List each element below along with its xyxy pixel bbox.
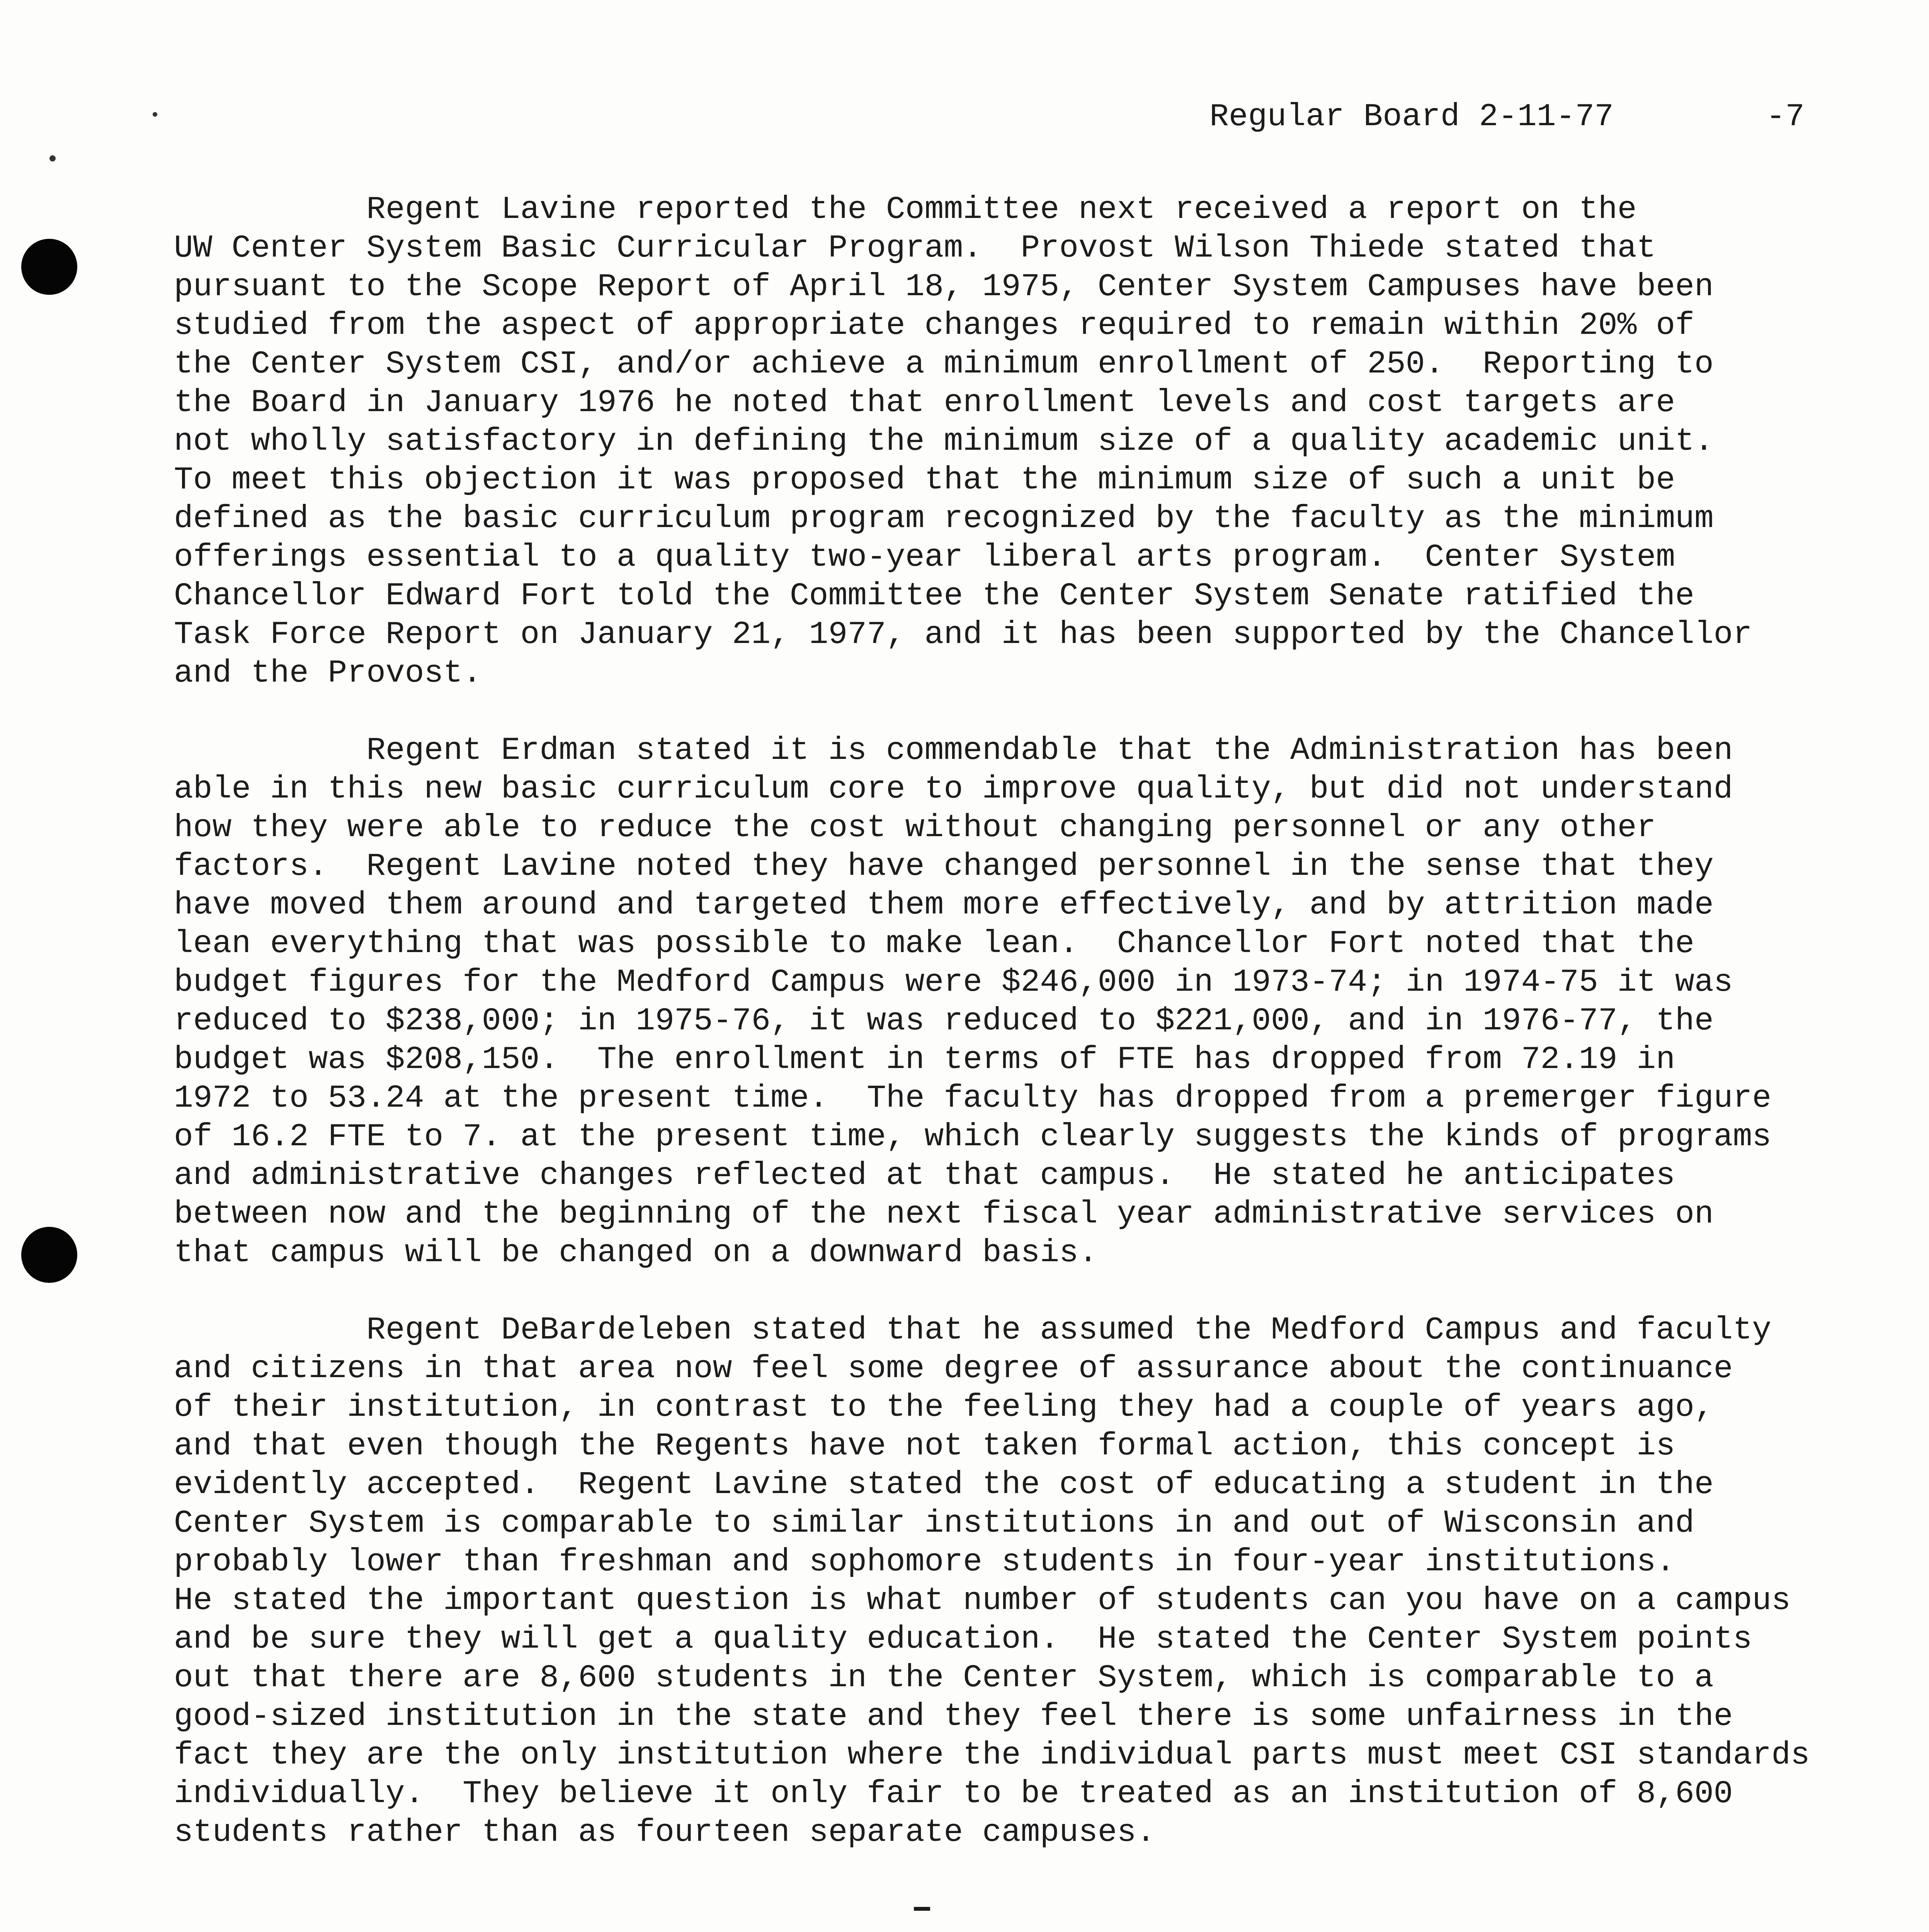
text-line: between now and the beginning of the next fiscal year administrative services on xyxy=(174,1196,1714,1232)
text-line: of 16.2 FTE to 7. at the present time, which clearly suggests the kinds of programs xyxy=(174,1119,1772,1155)
paragraph-erdman-remarks xyxy=(174,731,1843,1272)
text-line: able in this new basic curriculum core to improve quality, but did not understand xyxy=(174,771,1733,807)
text-line: and citizens in that area now feel some degree of assurance about the continuance xyxy=(174,1350,1733,1387)
text-line: and the Provost. xyxy=(174,655,482,691)
header-title: Regular Board 2-11-77 xyxy=(1209,99,1614,135)
scan-speck xyxy=(153,112,157,117)
section-divider xyxy=(914,1907,930,1911)
text-line: the Center System CSI, and/or achieve a minimum enrollment of 250. Reporting to xyxy=(174,346,1714,382)
page-number: -7 xyxy=(1766,99,1805,135)
text-line: Task Force Report on January 21, 1977, and it has been supported by the Chancellor xyxy=(174,616,1752,653)
text-line: lean everything that was possible to make lean. Chancellor Fort noted that the xyxy=(174,925,1694,962)
document-body xyxy=(174,190,1843,1852)
punch-hole xyxy=(21,239,77,295)
text-line: not wholly satisfactory in defining the minimum size of a quality academic unit. xyxy=(174,423,1714,459)
text-line: pursuant to the Scope Report of April 18, 1975, Center System Campuses have been xyxy=(174,269,1714,305)
text-line: that campus will be changed on a downward basis. xyxy=(174,1235,1098,1271)
text-line: and be sure they will get a quality education. He stated the Center System points xyxy=(174,1621,1752,1657)
text-line: Center System is comparable to similar institutions in and out of Wisconsin and xyxy=(174,1505,1694,1541)
text-line: probably lower than freshman and sophomore students in four-year institutions. xyxy=(174,1544,1676,1580)
text-line: the Board in January 1976 he noted that enrollment levels and cost targets are xyxy=(174,384,1676,421)
text-line: Regent Erdman stated it is commendable that the Administration has been xyxy=(174,732,1733,769)
text-line: Regent Lavine reported the Committee next received a report on the xyxy=(174,191,1637,228)
text-line: fact they are the only institution where the individual parts must meet CSI standards xyxy=(174,1737,1810,1773)
paragraph-debardeleben-remarks xyxy=(174,1311,1843,1852)
text-line: good-sized institution in the state and they feel there is some unfairness in the xyxy=(174,1698,1733,1735)
text-line: To meet this objection it was proposed that the minimum size of such a unit be xyxy=(174,462,1676,498)
text-line: how they were able to reduce the cost without changing personnel or any other xyxy=(174,810,1656,846)
text-line: 1972 to 53.24 at the present time. The faculty has dropped from a premerger figure xyxy=(174,1080,1772,1116)
text-line: defined as the basic curriculum program recognized by the faculty as the minimum xyxy=(174,500,1714,537)
text-line: out that there are 8,600 students in the Center System, which is comparable to a xyxy=(174,1660,1714,1696)
text-line: He stated the important question is what number of students can you have on a campus xyxy=(174,1582,1791,1619)
text-line: students rather than as fourteen separate campuses. xyxy=(174,1814,1156,1850)
text-line: and administrative changes reflected at that campus. He stated he anticipates xyxy=(174,1157,1676,1194)
text-line: of their institution, in contrast to the feeling they had a couple of years ago, xyxy=(174,1389,1714,1425)
text-line: individually. They believe it only fair to be treated as an institution of 8,600 xyxy=(174,1776,1733,1812)
page-header xyxy=(1209,99,1805,135)
paragraph-curricular-program xyxy=(174,190,1843,692)
text-line: factors. Regent Lavine noted they have changed personnel in the sense that they xyxy=(174,848,1714,884)
text-line: budget was $208,150. The enrollment in terms of FTE has dropped from 72.19 in xyxy=(174,1041,1676,1078)
text-line: Chancellor Edward Fort told the Committee the Center System Senate ratified the xyxy=(174,578,1694,614)
text-line: UW Center System Basic Curricular Program. Provost Wilson Thiede stated that xyxy=(174,230,1656,266)
text-line: studied from the aspect of appropriate changes required to remain within 20% of xyxy=(174,307,1694,344)
scan-speck xyxy=(49,155,56,162)
text-line: reduced to $238,000; in 1975-76, it was reduced to $221,000, and in 1976-77, the xyxy=(174,1003,1714,1039)
text-line: and that even though the Regents have not taken formal action, this concept is xyxy=(174,1428,1676,1464)
text-line: offerings essential to a quality two-year liberal arts program. Center System xyxy=(174,539,1676,575)
punch-hole xyxy=(21,1227,77,1283)
text-line: budget figures for the Medford Campus were $246,000 in 1973-74; in 1974-75 it was xyxy=(174,964,1733,1000)
text-line: Regent DeBardeleben stated that he assumed the Medford Campus and faculty xyxy=(174,1312,1772,1348)
text-line: evidently accepted. Regent Lavine stated the cost of educating a student in the xyxy=(174,1466,1714,1503)
text-line: have moved them around and targeted them more effectively, and by attrition made xyxy=(174,887,1714,923)
